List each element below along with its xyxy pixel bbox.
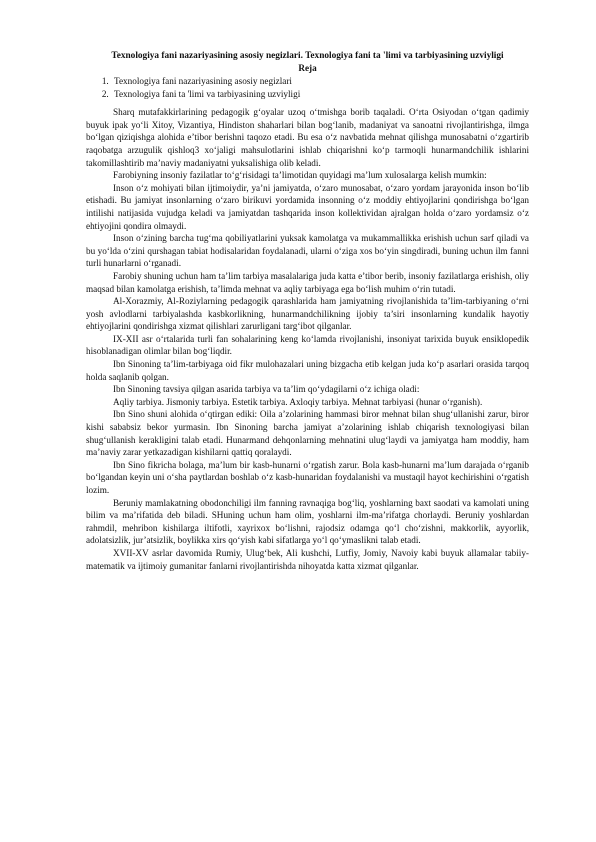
paragraph: Sharq mutafakkirlarining pedagogik g‘oyalar uzoq o‘tmishga borib taqaladi. O‘rta Osiyodan o‘tgan qadimiy buyuk ipak yo‘li Xitoy, Vizantiya, Hindiston shaharlari bilan bog‘lanib, madaniyat va sanoatni rivojlantirishga, ilmga bo‘lgan qiziqishga alohida e’tibor berishni taqozo etadi. Bu esa o‘z navbatida mehnat qilishga munosabatni o‘zgartirib raqobatga arzugulik qishloq3 xo‘jaligi mahsulotlarini ishlab chiqarishni ko‘p tarmoqli hunarmandchilik ishlarini takomillashtirib ma’naviy madaniyatni yuksalishiga olib keladi. (86, 107, 529, 168)
document-title: Texnologiya fani nazariyasining asosiy negizlari. Texnologiya fani ta 'limi va tarbiyasining uzviyligi (111, 51, 504, 61)
plan-item: 1. Texnologiya fani nazariyasining asosiy negizlari (111, 75, 529, 88)
paragraph: IX-XII asr o‘rtalarida turli fan sohalarining keng ko‘lamda rivojlanishi, insoniyat tarixida buyuk ensiklopedik hisoblanadigan olimlar bilan bog‘liqdir. (86, 333, 529, 357)
paragraph: Ibn Sinoning tavsiya qilgan asarida tarbiya va ta’lim qo‘ydagilarni o‘z ichiga oladi: (113, 384, 420, 395)
document-page (86, 50, 529, 572)
paragraph: Ibn Sinoning ta’lim-tarbiyaga oid fikr mulohazalari uning bizgacha etib kelgan juda ko‘p asarlari orasida tarqoq holda saqlanib qolgan. (86, 359, 529, 382)
paragraph: Beruniy mamlakatning obodonchiligi ilm fanning ravnaqiga bog‘liq, yoshlarning baxt saodati va kamolati uning bilim va ma’rifatida deb biladi. SHuning uchun ham olim, yoshlarni ilm-ma’rifatga chorlaydi. Beruniy yoshlardan rahmdil, mehribon kishilarga iltifotli, xayrixox bo‘lishni, rajodsiz odamga qo‘l cho‘zishni, makkorlik, ayyorlik, adolatsizlik, jur’atsizlik, boylikka xirs qo‘yish kabi sifatlarga yo‘l qo‘ymaslikni talab etadi. (86, 497, 529, 546)
plan-heading: Reja (298, 63, 317, 74)
paragraph: Ibn Sino shuni alohida o‘qtirgan ediki: Oila a’zolarining hammasi biror mehnat bilan shug‘ullanishi zarur, biror kishi sababsiz bekor yurmasin. Ibn Sinoning barcha jamiyat a’zolarining ishlab chiqarish texnologiyasi bilan shug‘ullanish kerakligini talab etadi. Hunarmand dehqonlarning mehnatini ulug‘laydi va jamiyatga ham moddiy, ham ma’naviy zarar yetkazadigan kishilarni qattiq qoralaydi. (86, 409, 529, 458)
paragraph: Farobiyning insoniy fazilatlar to‘g‘risidagi ta’limotidan quyidagi ma’lum xulosalarga kelish mumkin: (113, 170, 487, 181)
paragraph: XVII-XV asrlar davomida Rumiy, Ulug‘bek, Ali kushchi, Lutfiy, Jomiy, Navoiy kabi buyuk allamalar tabiiy-matematik va ijtimoiy gumanitar fanlarni rivojlantirishda nihoyatda katta xizmat qilganlar. (86, 547, 529, 571)
paragraph: Aqliy tarbiya. Jismoniy tarbiya. Estetik tarbiya. Axloqiy tarbiya. Mehnat tarbiyasi (hunar o‘rganish). (113, 396, 483, 407)
paragraph: Farobiy shuning uchun ham ta’lim tarbiya masalalariga juda katta e’tibor berib, insoniy fazilatlarga erishish, oliy maqsad bilan kamolatga erishish, ta’limda mehnat va aqliy tarbiyaga ega bo‘lish muhim o‘rin tutadi. (86, 270, 529, 294)
plan-item: 2. Texnologiya fani ta 'limi va tarbiyasining uzviyligi (111, 88, 529, 101)
paragraph: Inson o‘z mohiyati bilan ijtimoiydir, ya’ni jamiyatda, o‘zaro munosabat, o‘zaro yordam jarayonida inson bo‘lib etishadi. Bu jamiyat insonlarning o‘zaro birikuvi yordamida insonning o‘z moddiy ehtiyojlarini qondirishga bo‘lgan intilishi natijasida vujudga keladi va jamiyatdan tashqarida inson kollektividan ajralgan holda o‘zaro yordamsiz o‘z ehtiyojini qondira olmaydi. (86, 182, 529, 231)
paragraph: Inson o‘zining barcha tug‘ma qobiliyatlarini yuksak kamolatga va mukammallikka erishish uchun sarf qiladi va bu yo‘lda o‘zini qurshagan tabiat hodisalaridan foydalanadi, ularni o‘ziga xos bo‘yin singdiradi, buning uchun ilm fanni turli hunarlarni o‘rganadi. (86, 233, 529, 269)
paragraph: Al-Xorazmiy, Al-Roziylarning pedagogik qarashlarida ham jamiyatning rivojlanishida ta’lim-tarbiyaning o‘rni yosh avlodlarni tarbiyalashda kasbkorlikning, hunarmandchilikning ijobiy ta’siri insonlarning kundalik hayotiy ehtiyojlarini qondirishga xizmat qilishlari zarurligani targ‘ibot qilganlar. (86, 296, 529, 332)
paragraph: Ibn Sino fikricha bolaga, ma’lum bir kasb-hunarni o‘rgatish zarur. Bola kasb-hunarni ma’lum darajada o‘rganib bo‘lgandan keyin uni o‘sha paytlardan boshlab o‘z kasb-hunaridan foydalanishi va mustaqil hayot kechirishini o‘rgatish lozim. (86, 459, 529, 495)
plan-list (86, 75, 529, 100)
